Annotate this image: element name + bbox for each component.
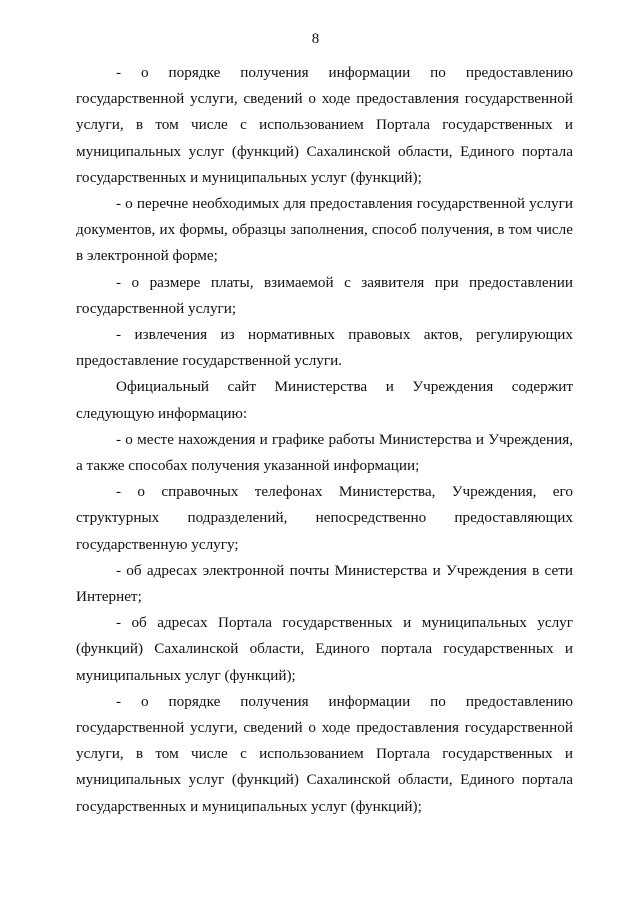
paragraph: - о справочных телефонах Министерства, Учреждения, его структурных подразделений, непосредственно предоставляющих государственную услугу; bbox=[76, 483, 573, 553]
paragraph: Официальный сайт Министерства и Учреждения содержит следующую информацию: bbox=[76, 378, 573, 422]
paragraph: - об адресах электронной почты Министерства и Учреждения в сети Интернет; bbox=[76, 561, 573, 606]
paragraph: - о месте нахождения и графике работы Министерства и Учреждения, а также способах получения указанной информации; bbox=[76, 430, 573, 475]
document-body bbox=[76, 60, 573, 820]
paragraph: - об адресах Портала государственных и муниципальных услуг (функций) Сахалинской области, Единого портала государственных и муниципальных услуг (функций); bbox=[76, 614, 573, 684]
paragraph: - о порядке получения информации по предоставлению государственной услуги, сведений о ходе предоставления государственной услуги, в том числе с использованием Портала государственных и муниципальных услуг (функций) Сахалинской области, Единого портала государственных и муниципальных услуг (функций); bbox=[76, 64, 573, 186]
paragraph: - о порядке получения информации по предоставлению государственной услуги, сведений о ходе предоставления государственной услуги, в том числе с использованием Портала государственных и муниципальных услуг (функций) Сахалинской области, Единого портала государственных и муниципальных услуг (функций); bbox=[76, 692, 573, 815]
page-number: 8 bbox=[311, 31, 320, 47]
paragraph: - о размере платы, взимаемой с заявителя при предоставлении государственной услуги; bbox=[76, 273, 573, 317]
paragraph: - извлечения из нормативных правовых актов, регулирующих предоставление государственной услуги. bbox=[76, 326, 573, 370]
paragraph: - о перечне необходимых для предоставления государственной услуги документов, их формы, образцы заполнения, способ получения, в том числе в электронной форме; bbox=[76, 195, 573, 265]
